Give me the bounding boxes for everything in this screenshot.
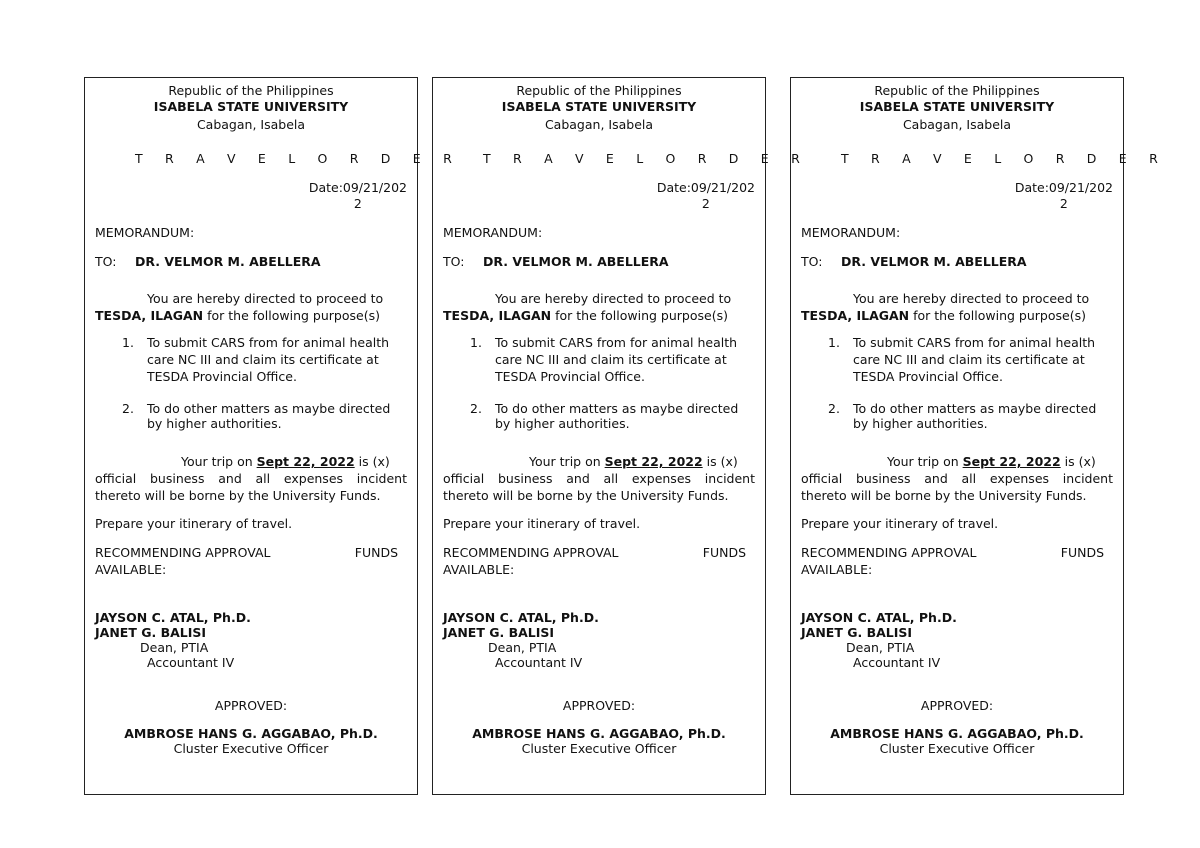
- approved-label: APPROVED:: [562, 698, 636, 713]
- recipient-name: DR. VELMOR M. ABELLERA: [135, 254, 321, 269]
- directive-line-1: You are hereby directed to proceed to: [495, 291, 732, 306]
- republic-heading: Republic of the Philippines: [516, 83, 682, 98]
- memorandum-label: MEMORANDUM:: [95, 225, 195, 240]
- trip-line-1: [529, 454, 738, 470]
- document-title: T R A V E L O R D E R: [841, 151, 1167, 166]
- date-field: [309, 180, 407, 212]
- purpose-number-2: 2.: [470, 401, 482, 416]
- date-line-2: 2: [1059, 196, 1068, 211]
- directive-line-1: You are hereby directed to proceed to: [853, 291, 1090, 306]
- recommending-approval-label: RECOMMENDING APPROVAL: [801, 545, 977, 560]
- purpose-item-2: [495, 401, 755, 431]
- to-label: TO:: [443, 254, 465, 269]
- recipient-name: DR. VELMOR M. ABELLERA: [483, 254, 669, 269]
- republic-heading: Republic of the Philippines: [168, 83, 334, 98]
- itinerary-note: Prepare your itinerary of travel.: [95, 516, 293, 531]
- funds-label: FUNDS: [354, 545, 398, 560]
- campus-location: Cabagan, Isabela: [902, 117, 1012, 132]
- memorandum-label: MEMORANDUM:: [443, 225, 543, 240]
- signatory-2-name: JANET G. BALISI: [443, 625, 555, 640]
- approver-name: AMBROSE HANS G. AGGABAO, Ph.D.: [830, 726, 1084, 741]
- trip-line-3: thereto will be borne by the University Funds.: [801, 488, 1087, 503]
- purpose-2-line-1: To do other matters as maybe directed: [853, 401, 1097, 416]
- available-label: AVAILABLE:: [443, 562, 515, 577]
- purpose-number-1: 1.: [122, 335, 134, 350]
- travel-order-slip-1: [84, 77, 461, 795]
- signatory-2-title: Accountant IV: [853, 655, 941, 670]
- trip-date: Sept 22, 2022: [962, 454, 1061, 469]
- date-field: [1015, 180, 1113, 212]
- purpose-item-1: [495, 335, 737, 385]
- directive-purpose-text: for the following purpose(s): [551, 308, 728, 323]
- trip-suffix: is (x): [1060, 454, 1096, 469]
- itinerary-note: Prepare your itinerary of travel.: [443, 516, 641, 531]
- purpose-2-line-1: To do other matters as maybe directed: [495, 401, 739, 416]
- trip-prefix: Your trip on: [181, 454, 257, 469]
- itinerary-note: Prepare your itinerary of travel.: [801, 516, 999, 531]
- date-line-1: Date:09/21/202: [1014, 180, 1113, 195]
- signatory-1-title: Dean, PTIA: [488, 640, 557, 655]
- trip-line-2-wrap: [443, 471, 755, 487]
- signatory-2-name: JANET G. BALISI: [95, 625, 207, 640]
- trip-prefix: Your trip on: [529, 454, 605, 469]
- date-line-2: 2: [701, 196, 710, 211]
- signatory-1-name: JAYSON C. ATAL, Ph.D.: [443, 610, 599, 625]
- date-line-1: Date:09/21/202: [308, 180, 407, 195]
- purpose-2-line-2: by higher authorities.: [147, 416, 282, 431]
- purpose-1-line-1: To submit CARS from for animal health: [853, 335, 1096, 350]
- approver-title: Cluster Executive Officer: [521, 741, 677, 756]
- purpose-2-line-1: To do other matters as maybe directed: [147, 401, 391, 416]
- trip-line-2: official business and all expenses incident: [801, 471, 1113, 486]
- directive-line-2: [801, 308, 1086, 324]
- purpose-1-line-3: TESDA Provincial Office.: [853, 369, 1003, 384]
- to-label: TO:: [801, 254, 823, 269]
- republic-heading: Republic of the Philippines: [874, 83, 1040, 98]
- university-name: ISABELA STATE UNIVERSITY: [153, 99, 349, 114]
- date-field: [657, 180, 755, 212]
- directive-purpose-text: for the following purpose(s): [203, 308, 380, 323]
- trip-line-2: official business and all expenses incident: [443, 471, 755, 486]
- document-title: T R A V E L O R D E R: [483, 151, 809, 166]
- purpose-number-1: 1.: [470, 335, 482, 350]
- available-label: AVAILABLE:: [95, 562, 167, 577]
- purpose-2-line-2: by higher authorities.: [495, 416, 630, 431]
- approver-title: Cluster Executive Officer: [173, 741, 329, 756]
- directive-purpose-text: for the following purpose(s): [909, 308, 1086, 323]
- trip-date: Sept 22, 2022: [604, 454, 703, 469]
- trip-prefix: Your trip on: [887, 454, 963, 469]
- destination: TESDA, ILAGAN: [95, 308, 204, 323]
- destination: TESDA, ILAGAN: [443, 308, 552, 323]
- approved-label: APPROVED:: [920, 698, 994, 713]
- purpose-1-line-2: care NC III and claim its certificate at: [495, 352, 727, 367]
- purpose-number-2: 2.: [122, 401, 134, 416]
- campus-location: Cabagan, Isabela: [544, 117, 654, 132]
- signatory-1-title: Dean, PTIA: [140, 640, 209, 655]
- approver-name: AMBROSE HANS G. AGGABAO, Ph.D.: [472, 726, 726, 741]
- directive-line-2: [95, 308, 380, 324]
- signatory-2-name: JANET G. BALISI: [801, 625, 913, 640]
- trip-line-1: [887, 454, 1096, 470]
- recommending-approval-label: RECOMMENDING APPROVAL: [443, 545, 619, 560]
- recipient-name: DR. VELMOR M. ABELLERA: [841, 254, 1027, 269]
- purpose-1-line-3: TESDA Provincial Office.: [495, 369, 645, 384]
- memorandum-label: MEMORANDUM:: [801, 225, 901, 240]
- trip-line-3: thereto will be borne by the University Funds.: [95, 488, 381, 503]
- travel-order-slip-3: [790, 77, 1167, 795]
- trip-line-3: thereto will be borne by the University Funds.: [443, 488, 729, 503]
- university-name: ISABELA STATE UNIVERSITY: [501, 99, 697, 114]
- directive-line-1: You are hereby directed to proceed to: [147, 291, 384, 306]
- recommending-approval-label: RECOMMENDING APPROVAL: [95, 545, 271, 560]
- university-name: ISABELA STATE UNIVERSITY: [859, 99, 1055, 114]
- funds-label: FUNDS: [702, 545, 746, 560]
- approver-title: Cluster Executive Officer: [879, 741, 1035, 756]
- purpose-2-line-2: by higher authorities.: [853, 416, 988, 431]
- date-line-2: 2: [353, 196, 362, 211]
- trip-line-2: official business and all expenses incident: [95, 471, 407, 486]
- purpose-number-2: 2.: [828, 401, 840, 416]
- signatory-2-title: Accountant IV: [147, 655, 235, 670]
- date-line-1: Date:09/21/202: [656, 180, 755, 195]
- purpose-item-1: [147, 335, 389, 385]
- purpose-1-line-1: To submit CARS from for animal health: [147, 335, 390, 350]
- signatory-1-name: JAYSON C. ATAL, Ph.D.: [95, 610, 251, 625]
- to-label: TO:: [95, 254, 117, 269]
- purpose-1-line-1: To submit CARS from for animal health: [495, 335, 738, 350]
- directive-line-2: [443, 308, 728, 324]
- campus-location: Cabagan, Isabela: [196, 117, 306, 132]
- trip-suffix: is (x): [354, 454, 390, 469]
- purpose-1-line-2: care NC III and claim its certificate at: [853, 352, 1085, 367]
- trip-line-2-wrap: [801, 471, 1113, 487]
- signatory-2-title: Accountant IV: [495, 655, 583, 670]
- document-title: T R A V E L O R D E R: [135, 151, 461, 166]
- purpose-item-2: [147, 401, 407, 431]
- purpose-1-line-2: care NC III and claim its certificate at: [147, 352, 379, 367]
- signatory-1-name: JAYSON C. ATAL, Ph.D.: [801, 610, 957, 625]
- approver-name: AMBROSE HANS G. AGGABAO, Ph.D.: [124, 726, 378, 741]
- travel-order-slip-2: [432, 77, 809, 795]
- funds-label: FUNDS: [1060, 545, 1104, 560]
- destination: TESDA, ILAGAN: [801, 308, 910, 323]
- trip-date: Sept 22, 2022: [256, 454, 355, 469]
- trip-suffix: is (x): [702, 454, 738, 469]
- purpose-1-line-3: TESDA Provincial Office.: [147, 369, 297, 384]
- trip-line-1: [181, 454, 390, 470]
- purpose-number-1: 1.: [828, 335, 840, 350]
- purpose-item-1: [853, 335, 1095, 385]
- trip-line-2-wrap: [95, 471, 407, 487]
- purpose-item-2: [853, 401, 1113, 431]
- available-label: AVAILABLE:: [801, 562, 873, 577]
- signatory-1-title: Dean, PTIA: [846, 640, 915, 655]
- approved-label: APPROVED:: [214, 698, 288, 713]
